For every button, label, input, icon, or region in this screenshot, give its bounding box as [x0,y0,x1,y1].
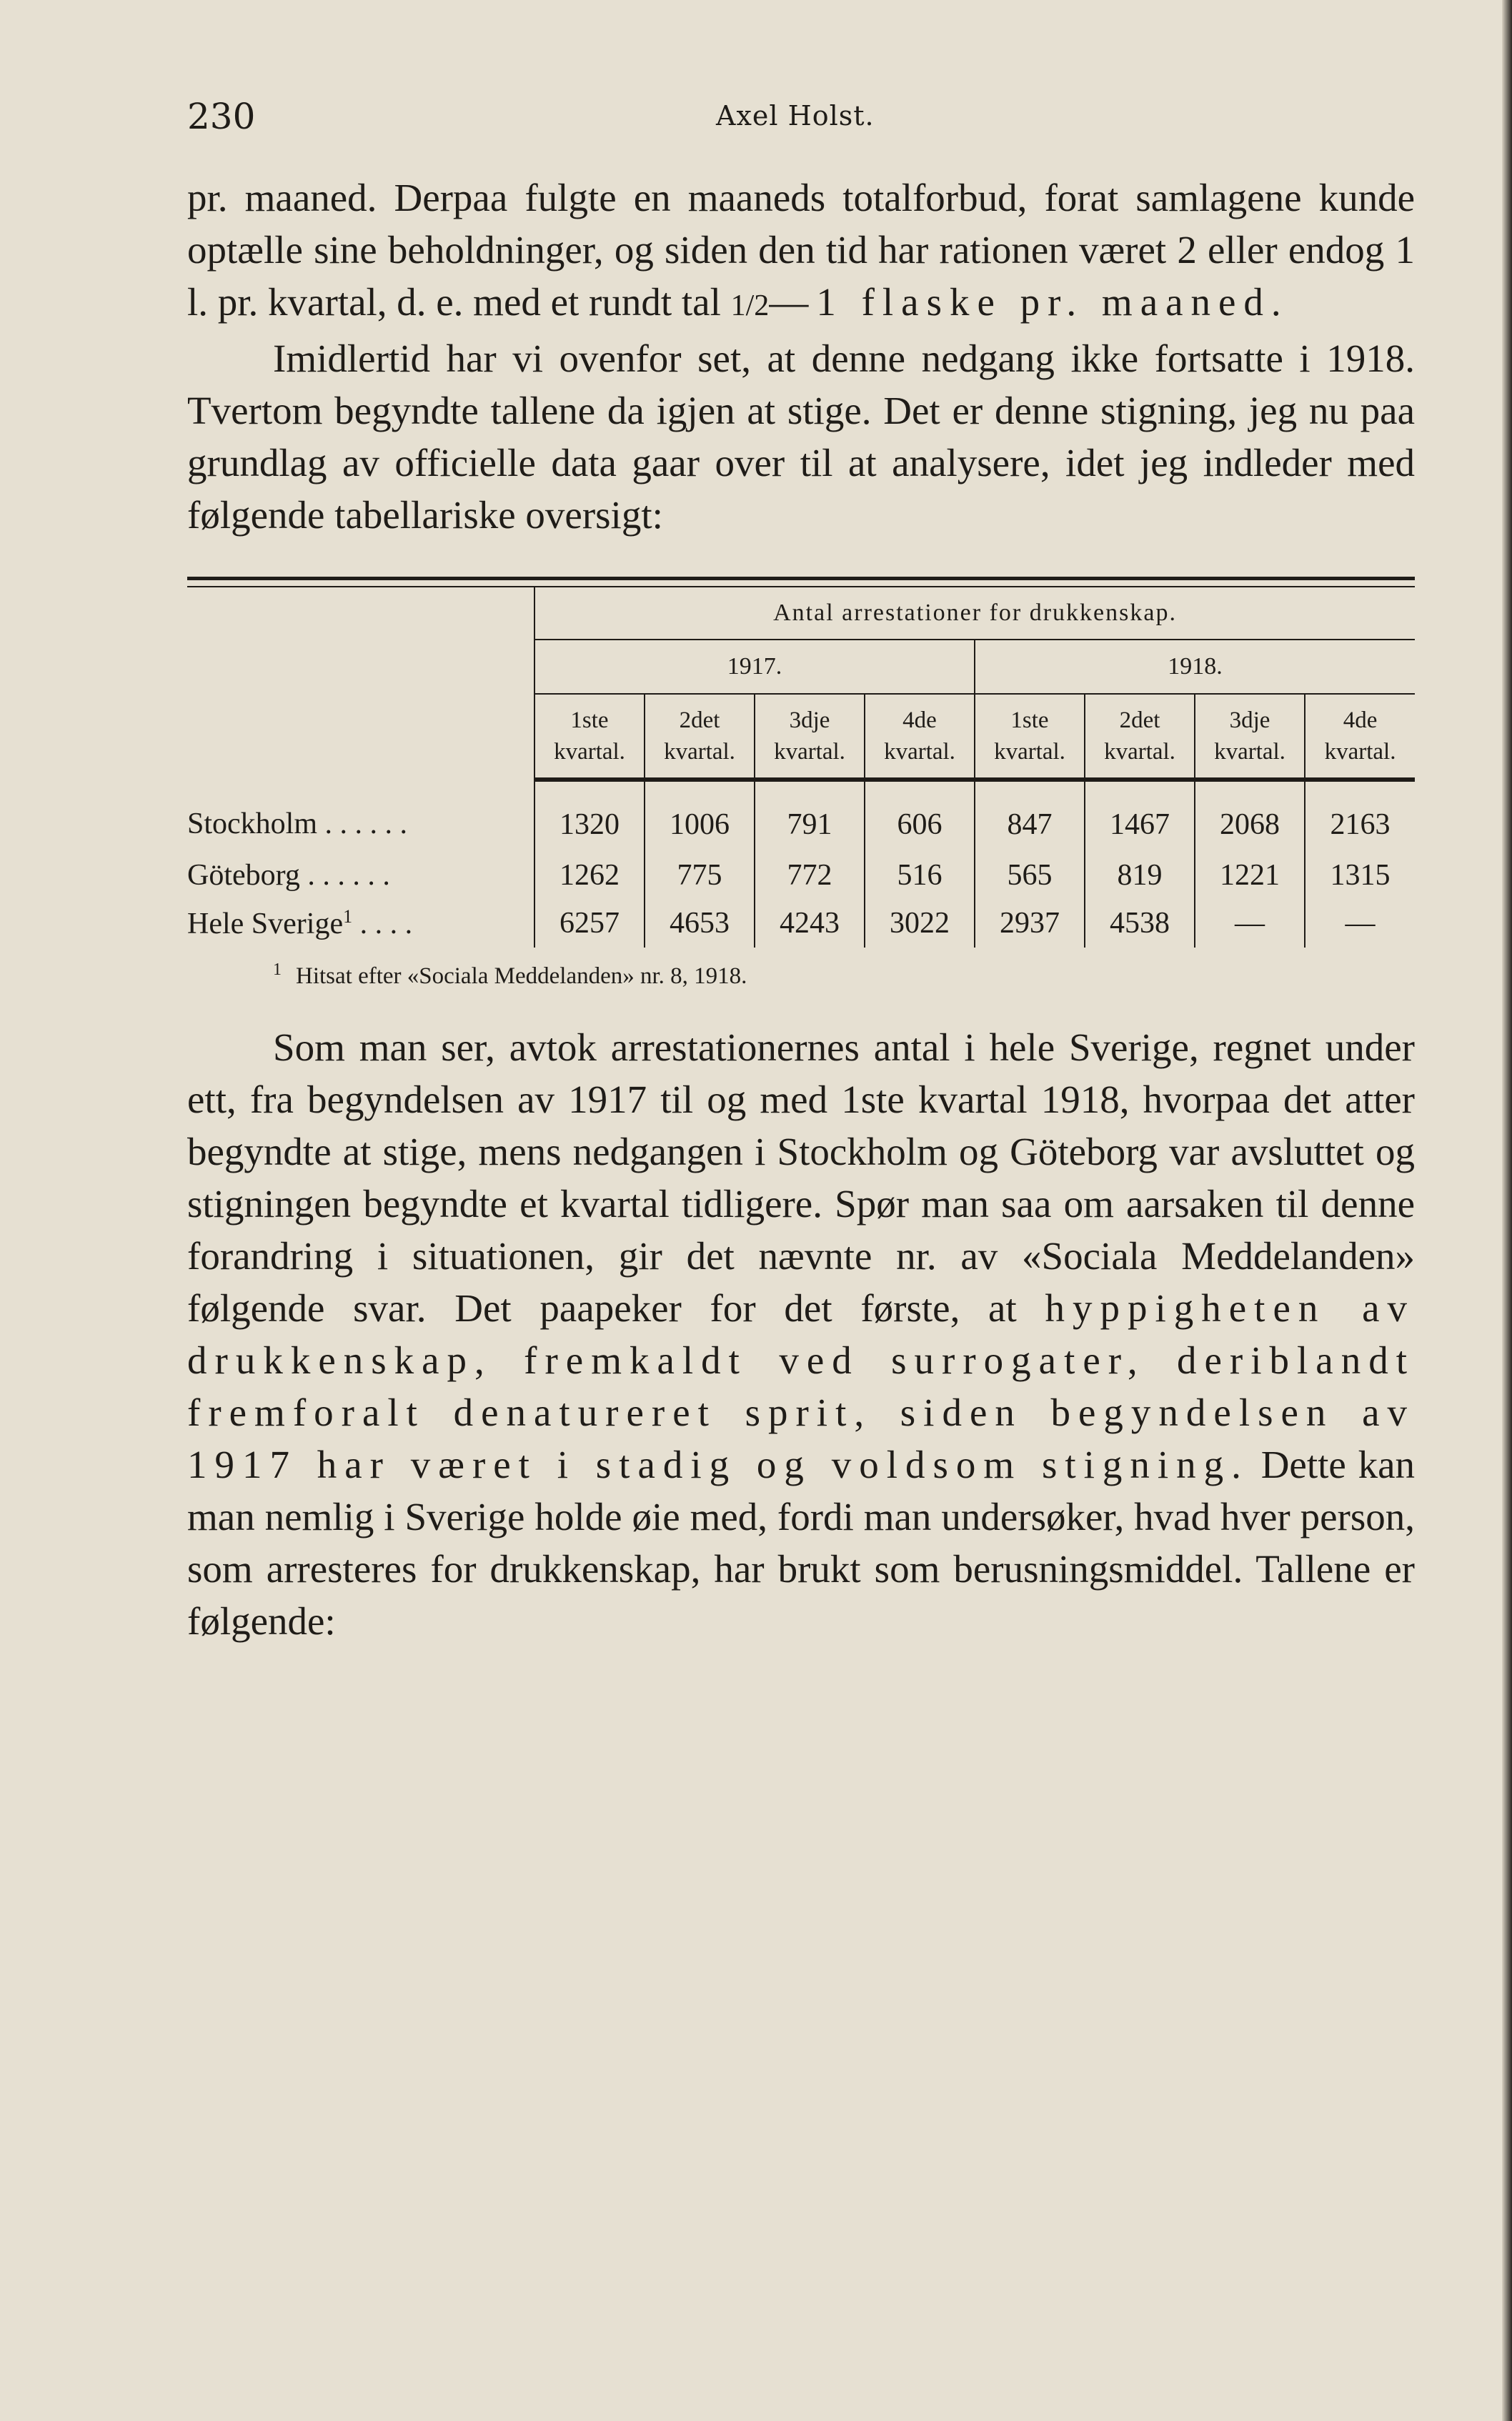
table-caption: Antal arrestationer for drukkenskap. [534,587,1415,640]
row-label-goteborg: Göteborg . . . . . . [187,859,390,892]
table-cell: 1467 [1085,780,1195,852]
table-cell: 565 [975,852,1085,899]
table-cell: 4243 [755,899,865,948]
table-cell: 516 [865,852,975,899]
footnote-mark: 1 [273,960,282,979]
paragraph-ration [187,171,1415,332]
table-cell: 791 [755,780,865,852]
table-cell: — [1305,899,1415,948]
table-cell: 4538 [1085,899,1195,948]
table-cell: 4653 [645,899,755,948]
table-top-rule-thick [187,577,1415,580]
quarter-header-1918-q3: 3dje kvartal. [1195,694,1305,780]
year-header-1918: 1918. [975,640,1415,694]
table-cell: 606 [865,780,975,852]
arrest-table-block [187,577,1415,990]
footnote-reference: 1 [343,905,353,927]
table-cell: 6257 [534,899,645,948]
table-row [187,899,1415,948]
table-cell: 1221 [1195,852,1305,899]
page-content [187,93,1415,1647]
arrest-table [187,587,1415,948]
paragraph-analysis-text: Som man ser, avtok arrestationernes antal i hele Sverige, regnet under ett, fra begyndelsen av 1917 til og med 1ste kvartal 1918, hvorpaa det atter begyndte at stige, mens nedgangen i Stockholm og Göteborg var avsluttet og stigningen begyndte et kvartal tidligere. Spør man saa om aarsaken til denne forandring i situationen, gir det nævnte nr. av «Sociala Meddelanden» følgende svar. Det paapeker for det første, at [187,1025,1415,1330]
table-cell: 772 [755,852,865,899]
row-label-hele-sverige: Hele Sverige$^1$ . . . . [187,905,413,940]
table-footnote [187,960,1415,990]
table-cell: 2163 [1305,780,1415,852]
paragraph-analysis [187,1021,1415,1647]
quarter-header-1917-q2: 2det kvartal. [645,694,755,780]
table-cell: 2937 [975,899,1085,948]
table-cell: 1262 [534,852,645,899]
running-title: Axel Holst. [716,100,875,131]
paragraph-analysis-emphasis: hyppigheten av drukkenskap, fremkaldt ved surrogater, deriblandt fremforalt denatureret sprit, siden begyndelsen av 1917 har været i stadig og voldsom stigning. [187,1286,1415,1486]
footnote-text: Hitsat efter «Sociala Meddelanden» nr. 8, 1918. [296,963,747,989]
paragraph-ration-emphasis: —1 flaske pr. maaned. [769,280,1289,324]
page-edge-shadow [1502,0,1512,2421]
table-cell: 3022 [865,899,975,948]
table-stub-header [187,587,534,780]
quarter-header-1918-q4: 4de kvartal. [1305,694,1415,780]
table-cell: 1315 [1305,852,1415,899]
quarter-header-1918-q2: 2det kvartal. [1085,694,1195,780]
page-header [187,93,1415,150]
table-cell: 847 [975,780,1085,852]
paragraph-ration-text: pr. maaned. Derpaa fulgte en maaneds totalforbud, forat samlagene kunde optælle sine beholdninger, og siden den tid har rationen været 2 eller endog 1 l. pr. kvartal, d. e. med et rundt tal [187,176,1415,324]
page-number: 230 [187,96,256,137]
table-cell: 1320 [534,780,645,852]
table-cell: 1006 [645,780,755,852]
table-row [187,780,1415,852]
year-header-1917: 1917. [534,640,975,694]
table-cell: 2068 [1195,780,1305,852]
quarter-header-1917-q1: 1ste kvartal. [534,694,645,780]
fraction-half: 1/2 [730,289,770,322]
paragraph-intro-table: Imidlertid har vi ovenfor set, at denne nedgang ikke fortsatte i 1918. Tvertom begyndte tallene da igjen at stige. Det er denne stigning, jeg nu paa grundlag av officielle data gaar over til at analysere, idet jeg indleder med følgende tabellariske oversigt: [187,337,1415,537]
table-row [187,852,1415,899]
paragraph-analysis-tail: Dette kan man nemlig i Sverige holde øie med, fordi man undersøker, hvad hver person, som arresteres for drukkenskap, har brukt som berusningsmiddel. Tallene er følgende: [187,1443,1415,1643]
table-cell: 775 [645,852,755,899]
table-cell: — [1195,899,1305,948]
row-label-stockholm: Stockholm . . . . . . [187,807,408,840]
quarter-header-1917-q3: 3dje kvartal. [755,694,865,780]
quarter-header-1917-q4: 4de kvartal. [865,694,975,780]
table-cell: 819 [1085,852,1195,899]
quarter-header-1918-q1: 1ste kvartal. [975,694,1085,780]
